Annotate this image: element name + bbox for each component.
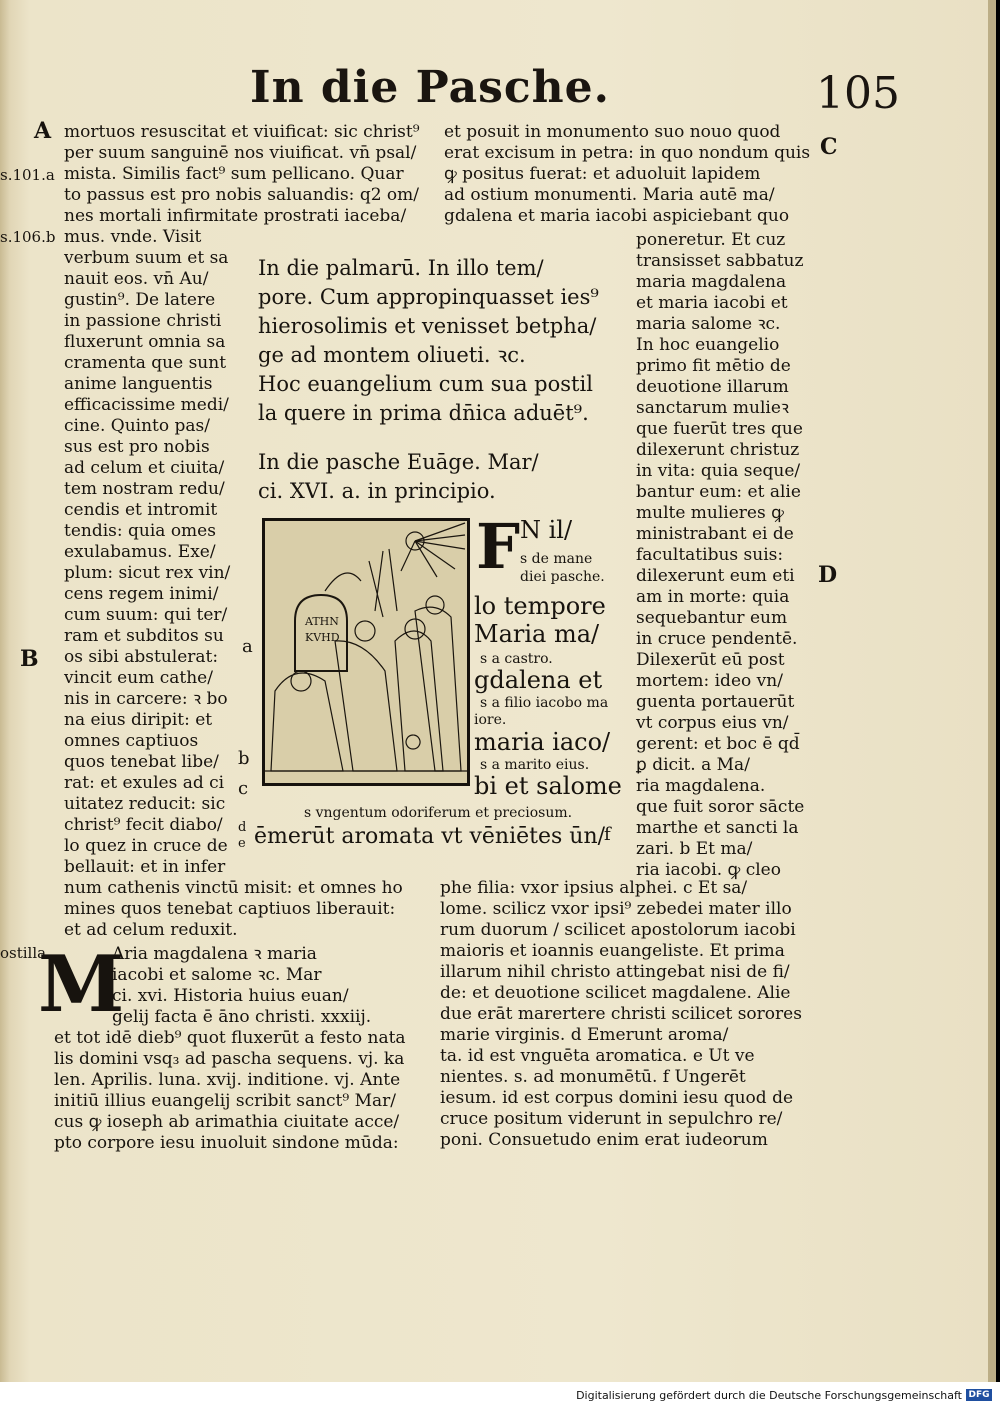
text-line: quos tenebat libe/ [64,752,219,772]
text-line: que fuerūt tres que [636,419,803,439]
text-line: uitatez reducit: sic [64,794,226,814]
text-line: poni. Consuetudo enim erat iudeorum [440,1130,768,1150]
margin-note: s.101.a [0,166,55,184]
text-line: omnes captiuos [64,731,199,751]
text-line: num cathenis vinctū misit: et omnes ho [64,878,403,898]
text-line: ꝑ dicit. a Ma/ [636,755,750,775]
woodcut-illustration [262,518,470,786]
text-line: lome. scilicz vxor ipsi⁹ zebedei mater illo [440,899,792,919]
text-line: pto corpore iesu inuoluit sindone mūda: [54,1133,399,1153]
text-line: rat: et exules ad ci [64,773,225,793]
text-line: len. Aprilis. luna. xvij. inditione. vj. Ante [54,1070,401,1090]
text-line: os sibi abstulerat: [64,647,219,667]
text-line: cine. Quinto pas/ [64,416,210,436]
gloss-line: s vngentum odoriferum et preciosum. [304,805,573,821]
text-line: Dilexerūt eū post [636,650,785,670]
gloss-line: diei pasche. [520,569,605,585]
text-line: due erāt marertere christi scilicet sorores [440,1004,802,1024]
text-line: maioris et ioannis euangeliste. Et prima [440,941,785,961]
text-line: mus. vnde. Visit [64,227,202,247]
text-line: mines quos tenebat captiuos liberauit: [64,899,396,919]
rubric-line: In die palmarū. In illo tem/ [258,256,544,280]
text-line: plum: sicut rex vin/ [64,563,231,583]
text-line: tendis: quia omes [64,521,216,541]
text-line: ministrabant ei de [636,524,794,544]
gospel-line: lo tempore [474,592,606,620]
text-line: vincit eum cathe/ [64,668,213,688]
rubric-line: ge ad montem oliueti. ꝛc. [258,343,526,367]
text-line: nis in carcere: ꝛ bo [64,689,228,709]
text-line: cruce positum viderunt in sepulchro re/ [440,1109,783,1129]
gloss-marker-a: a [242,636,253,657]
text-line: ci. xvi. Historia huius euan/ [112,986,349,1006]
text-line: nauit eos. vn̄ Au/ [64,269,209,289]
rubric-line: pore. Cum appropinquasset ies⁹ [258,285,599,309]
funding-notice: Digitalisierung gefördert durch die Deutsche Forschungsgemeinschaft [576,1389,962,1402]
text-line: fluxerunt omnia sa [64,332,226,352]
section-letter-d: D [818,562,838,588]
text-line: zari. b Et ma/ [636,839,753,859]
text-line: cendis et intromit [64,500,218,520]
text-line: am in morte: quia [636,587,790,607]
section-letter-b: B [20,646,39,672]
dfg-logo-icon: DFG [966,1389,992,1401]
text-line: et maria iacobi et [636,293,788,313]
initial-letter-m: M [38,939,125,1030]
text-line: et tot idē dieb⁹ quot fluxerūt a festo nata [54,1028,406,1048]
text-line: per suum sanguinē nos viuificat. vn̄ psal/ [64,143,417,163]
tomb-inscription-line: KVHD [305,631,340,644]
text-line: in passione christi [64,311,222,331]
page-edge [988,0,996,1382]
gloss-line: s de mane [520,551,593,567]
text-line: guenta portauerūt [636,692,795,712]
text-line: nientes. s. ad monumētū. f Ungerēt [440,1067,746,1087]
text-line: in cruce pendentē. [636,629,798,649]
text-line: sequebantur eum [636,608,788,628]
text-line: bellauit: et in infer [64,857,226,877]
text-line: ram et subditos su [64,626,224,646]
text-line: dilexerunt christuz [636,440,800,460]
text-line: vt corpus eius vn/ [636,713,789,733]
folio-number: 105 [816,68,900,119]
text-line: gelij facta ē āno christi. xxxiij. [112,1007,372,1027]
rubric-line: hierosolimis et venisset betpha/ [258,314,597,338]
text-line: cens regem inimi/ [64,584,219,604]
text-line: poneretur. Et cuz [636,230,786,250]
text-line: maria salome ꝛc. [636,314,781,334]
section-letter-a: A [34,118,52,144]
text-line: cum suum: qui ter/ [64,605,228,625]
text-line: iacobi et salome ꝛc. Mar [112,965,322,985]
gloss-line: s a castro. [480,651,553,667]
gloss-marker-d: d [238,820,247,835]
section-letter-c: C [820,134,838,160]
text-line: lo quez in cruce de [64,836,228,856]
gospel-line: gdalena et [474,666,603,694]
text-line: facultatibus suis: [636,545,784,565]
text-line: cramenta que sunt [64,353,227,373]
gloss-marker-c: c [238,778,249,799]
text-line: bantur eum: et alie [636,482,801,502]
text-line: ria iacobi. ꝙ cleo [636,860,781,880]
rubric-line: la quere in prima dn̄ica aduēt⁹. [258,401,589,425]
text-line: dilexerunt eum eti [636,566,795,586]
text-line: gerent: et boc ē qd̄ [636,734,800,754]
text-line: in vita: quia seque/ [636,461,801,481]
rubric-line: ci. XVI. a. in principio. [258,479,496,503]
text-line: gustin⁹. De latere [64,290,216,310]
text-line: mortem: ideo vn/ [636,671,783,691]
gospel-line: N il/ [520,516,573,544]
gospel-line: Maria ma/ [474,620,600,648]
text-line: et ad celum reduxit. [64,920,238,940]
text-line: gdalena et maria iacobi aspiciebant quo [444,206,790,226]
gloss-marker-b: b [238,748,250,769]
rubric-line: In die pasche Euāge. Mar/ [258,450,539,474]
gloss-line: s a filio iacobo ma [480,695,609,711]
text-line: ria magdalena. [636,776,766,796]
text-line: et posuit in monumento suo nouo quod [444,122,781,142]
text-line: cus ꝙ ioseph ab arimathia ciuitate acce/ [54,1112,400,1132]
text-line: to passus est pro nobis saluandis: q2 om/ [64,185,419,205]
text-line: ad ostium monumenti. Maria autē ma/ [444,185,775,205]
text-line: Aria magdalena ꝛ maria [112,944,317,964]
text-line: na eius diripit: et [64,710,213,730]
gloss-marker-e: e [238,836,246,851]
text-line: primo fit mētio de [636,356,791,376]
margin-note: s.106.b [0,228,56,246]
gloss-marker-f: f [604,824,611,845]
text-line: exulabamus. Exe/ [64,542,216,562]
text-line: mortuos resuscitat et viuificat: sic christ⁹ [64,122,420,142]
text-line: mista. Similis fact⁹ sum pellicano. Quar [64,164,404,184]
text-line: ꝙ positus fuerat: et aduoluit lapidem [444,164,761,184]
gospel-line: bi et salome [474,772,622,800]
gloss-line: s a marito eius. [480,757,590,773]
gospel-line: maria iaco/ [474,728,611,756]
text-line: iesum. id est corpus domini iesu quod de [440,1088,794,1108]
text-line: deuotione illarum [636,377,789,397]
text-line: sus est pro nobis [64,437,210,457]
margin-note: ostilla [0,944,47,962]
text-line: sanctarum mulieꝛ [636,398,789,418]
text-line: ad celum et ciuita/ [64,458,225,478]
text-line: transisset sabbatuz [636,251,804,271]
text-line: christ⁹ fecit diabo/ [64,815,223,835]
gospel-line: ēmerūt aromata vt vēniētes ūn/ [254,824,606,849]
text-line: verbum suum et sa [64,248,229,268]
text-line: que fuit soror sācte [636,797,805,817]
text-line: nes mortali infirmitate prostrati iaceba/ [64,206,407,226]
text-line: multe mulieres ꝙ [636,503,784,523]
text-line: de: et deuotione scilicet magdalene. Alie [440,983,791,1003]
text-line: rum duorum / scilicet apostolorum iacobi [440,920,796,940]
rubric-line: Hoc euangelium cum sua postil [258,372,593,396]
resurrection-scene-image [265,521,467,783]
text-line: marthe et sancti la [636,818,799,838]
text-line: marie virginis. d Emerunt aroma/ [440,1025,729,1045]
text-line: ta. id est vnguēta aromatica. e Ut ve [440,1046,755,1066]
text-line: erat excisum in petra: in quo nondum quis [444,143,811,163]
running-head: In die Pasche. [250,62,610,113]
text-line: maria magdalena [636,272,787,292]
footer-bar [0,1382,1000,1409]
text-line: anime languentis [64,374,213,394]
text-line: lis domini vsq₃ ad pascha sequens. vj. ka [54,1049,405,1069]
gloss-line: iore. [474,712,507,728]
tomb-inscription-line: ATHN [305,615,339,628]
text-line: initiū illius euangelij scribit sanct⁹ Mar/ [54,1091,396,1111]
text-line: efficacissime medi/ [64,395,229,415]
initial-letter-f: F [476,510,521,583]
text-line: In hoc euangelio [636,335,780,355]
text-line: phe filia: vxor ipsius alphei. c Et sa/ [440,878,748,898]
text-line: tem nostram redu/ [64,479,225,499]
text-line: illarum nihil christo attingebat nisi de fi/ [440,962,790,982]
